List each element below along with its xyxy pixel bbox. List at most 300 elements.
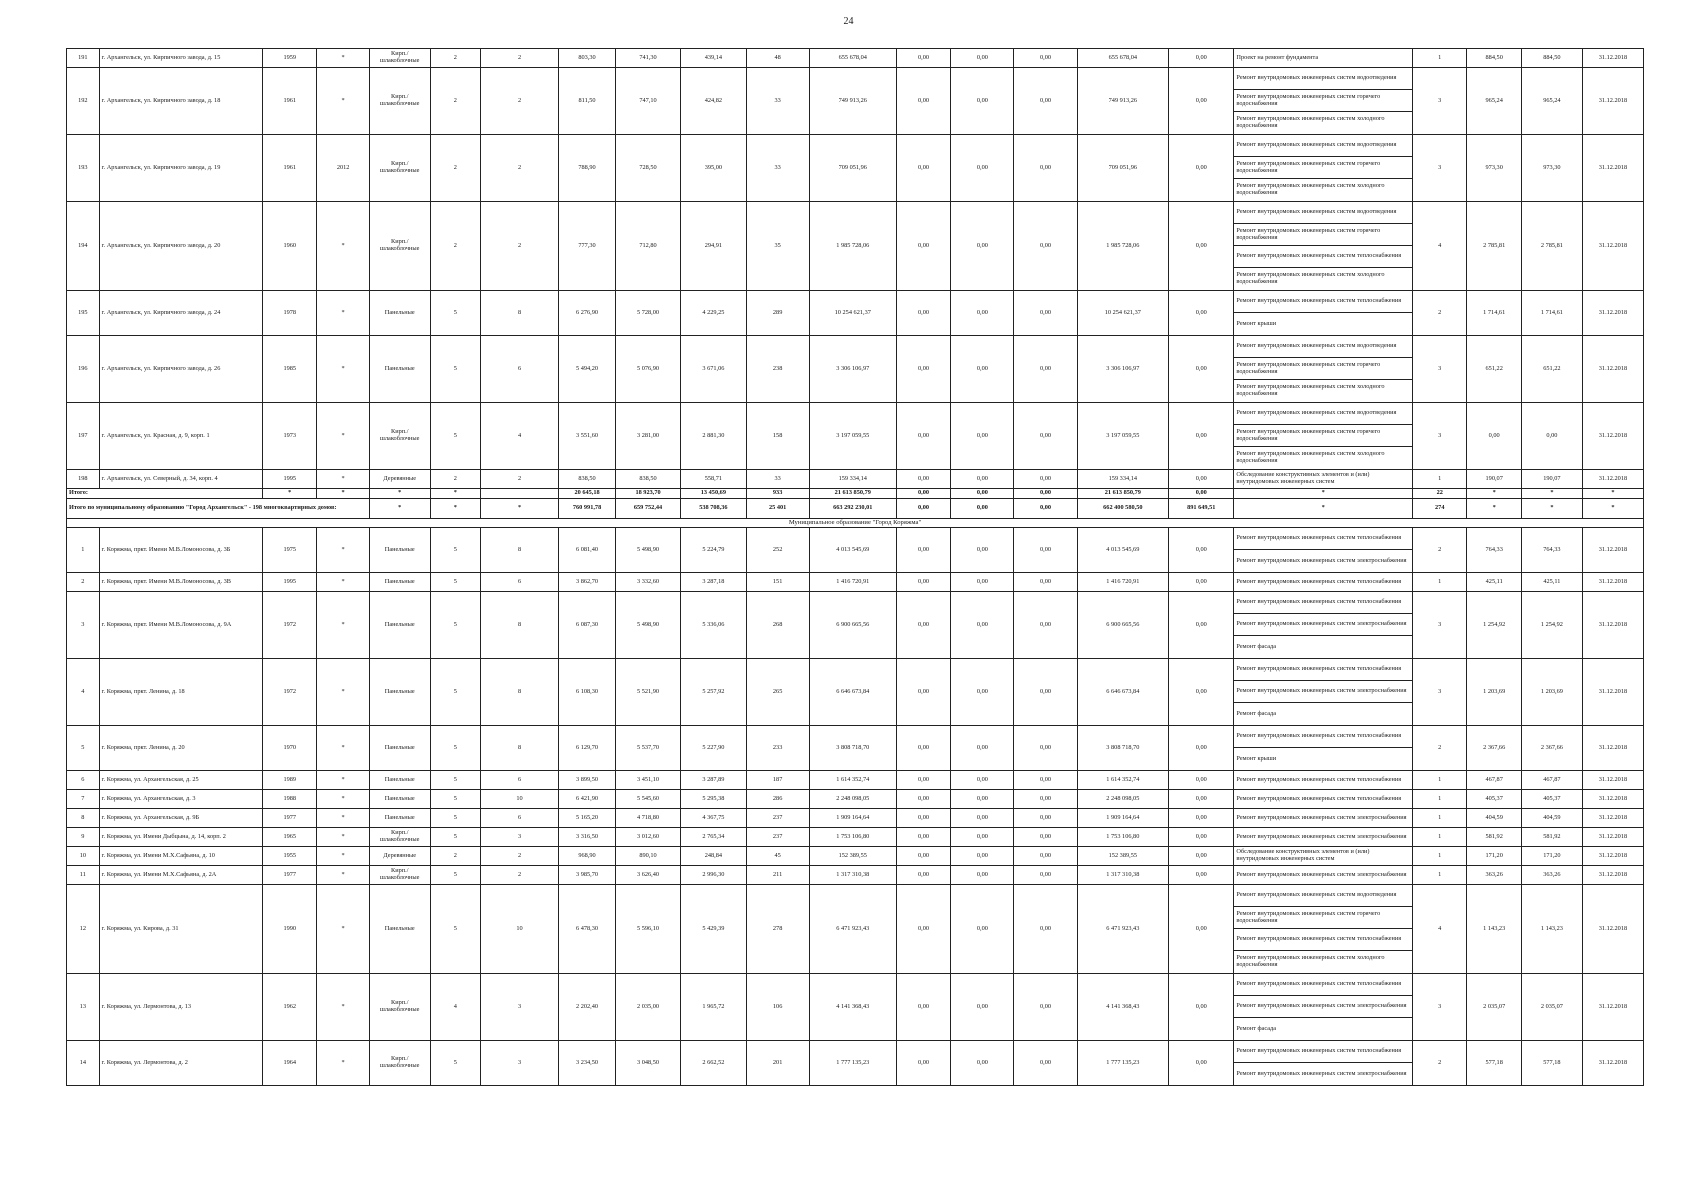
address-cell: г. Архангельск, ул. Северный, д. 34, корп. 4 (99, 470, 262, 489)
repair-cost-cell: 749 913,26 (809, 68, 896, 135)
residents-cell: 33 (746, 470, 809, 489)
repair-cost-cell: 1 416 720,91 (809, 573, 896, 592)
floors-cell: 5 (430, 828, 480, 847)
residents-cell: 286 (746, 790, 809, 809)
reconstruction-year-cell: * (317, 809, 369, 828)
max-unit-cost-cell: 405,37 (1521, 790, 1582, 809)
owner-funds-cell: 3 808 718,70 (1077, 726, 1168, 771)
area-residential-cell: 3 671,06 (681, 336, 746, 403)
table-row (67, 771, 1644, 790)
area-total-premises-cell: 747,10 (615, 68, 680, 135)
work-item: Ремонт внутридомовых инженерных систем электроснабжения (1234, 614, 1412, 636)
works-list-cell (1234, 809, 1413, 828)
total-area-cell: 6 087,30 (559, 592, 616, 659)
repair-cost-cell: 1 985 728,06 (809, 202, 896, 291)
works-count-cell: 3 (1413, 68, 1467, 135)
regional-funds-cell: 0,00 (951, 135, 1014, 202)
row-number-cell: 5 (67, 726, 100, 771)
reconstruction-year-cell: * (317, 336, 369, 403)
work-item: Обследование конструктивных элементов и (или) внутридомовых инженерных систем (1236, 848, 1370, 862)
works-count-cell: 1 (1413, 470, 1467, 489)
owner-funds-cell: 6 471 923,43 (1077, 885, 1168, 974)
subtotal-w-cell: * (1234, 489, 1413, 499)
owner-funds-cell: 6 900 665,56 (1077, 592, 1168, 659)
max-unit-cost-cell: 190,07 (1521, 470, 1582, 489)
work-item: Ремонт внутридомовых инженерных систем водоотведения (1234, 135, 1412, 157)
federal-funds-cell: 0,00 (896, 659, 950, 726)
area-total-premises-cell: 3 012,60 (615, 828, 680, 847)
max-unit-cost-cell: 581,92 (1521, 828, 1582, 847)
works-list-cell (1234, 1041, 1413, 1086)
residents-cell: 33 (746, 68, 809, 135)
row-number-cell: 11 (67, 866, 100, 885)
owner-funds-cell: 709 051,96 (1077, 135, 1168, 202)
works-count-cell: 2 (1413, 528, 1467, 573)
works-list-cell (1234, 403, 1413, 470)
area-total-premises-cell: 3 626,40 (615, 866, 680, 885)
entrances-cell: 6 (480, 336, 558, 403)
grand-total-wc-cell: 274 (1413, 499, 1467, 519)
work-item: Ремонт внутридомовых инженерных систем холодного водоснабжения (1236, 954, 1385, 968)
work-item: Ремонт внутридомовых инженерных систем теплоснабжения (1236, 775, 1402, 783)
work-item: Ремонт внутридомовых инженерных систем теплоснабжения (1234, 974, 1412, 996)
total-area-cell: 6 276,90 (559, 291, 616, 336)
address-cell: г. Коряжма, пркт. Имени М.В.Ломоносова, д. 3В (99, 573, 262, 592)
build-year-cell: 1964 (263, 1041, 317, 1086)
subtotal-mark: * (430, 489, 480, 499)
owner-funds-cell: 1 985 728,06 (1077, 202, 1168, 291)
entrances-cell: 8 (480, 528, 558, 573)
completion-date-cell: 31.12.2018 (1582, 336, 1643, 403)
owner-funds-cell: 1 777 135,23 (1077, 1041, 1168, 1086)
floors-cell: 5 (430, 291, 480, 336)
owner-funds-cell: 1 909 164,64 (1077, 809, 1168, 828)
work-item: Ремонт внутридомовых инженерных систем холодного водоснабжения (1236, 271, 1385, 285)
other-funds-cell: 0,00 (1169, 592, 1234, 659)
total-area-cell: 3 234,50 (559, 1041, 616, 1086)
local-funds-cell: 0,00 (1014, 847, 1077, 866)
regional-funds-cell: 0,00 (951, 659, 1014, 726)
completion-date-cell: 31.12.2018 (1582, 470, 1643, 489)
local-funds-cell: 0,00 (1014, 135, 1077, 202)
work-item: Ремонт внутридомовых инженерных систем холодного водоснабжения (1236, 115, 1385, 129)
other-funds-cell: 0,00 (1169, 403, 1234, 470)
federal-funds-cell: 0,00 (896, 866, 950, 885)
wall-material-cell: Кирп./ шлакоблочные (369, 1041, 430, 1086)
grand-total-a2-cell: 659 752,44 (615, 499, 680, 519)
subtotal-f4-cell: 21 613 850,79 (1077, 489, 1168, 499)
max-unit-cost-cell: 884,50 (1521, 49, 1582, 68)
federal-funds-cell: 0,00 (896, 291, 950, 336)
unit-cost-cell: 405,37 (1467, 790, 1521, 809)
residents-cell: 48 (746, 49, 809, 68)
entrances-cell: 2 (480, 470, 558, 489)
max-unit-cost-cell: 764,33 (1521, 528, 1582, 573)
total-area-cell: 968,90 (559, 847, 616, 866)
grand-total-row (67, 499, 1644, 519)
build-year-cell: 1995 (263, 470, 317, 489)
floors-cell: 2 (430, 470, 480, 489)
grand-total-f2-cell: 0,00 (951, 499, 1014, 519)
entrances-cell: 2 (480, 847, 558, 866)
wall-material-cell: Кирп./ шлакоблочные (369, 974, 430, 1041)
area-total-premises-cell: 728,50 (615, 135, 680, 202)
grand-total-a1-cell: 760 991,78 (559, 499, 616, 519)
entrances-cell: 4 (480, 403, 558, 470)
reconstruction-year-cell: * (317, 470, 369, 489)
residents-cell: 237 (746, 828, 809, 847)
subtotal-u1-cell: * (1467, 489, 1521, 499)
wall-material-cell: Деревянные (369, 470, 430, 489)
repair-cost-cell: 709 051,96 (809, 135, 896, 202)
other-funds-cell: 0,00 (1169, 528, 1234, 573)
local-funds-cell: 0,00 (1014, 470, 1077, 489)
work-item: Ремонт внутридомовых инженерных систем водоотведения (1234, 885, 1412, 907)
completion-date-cell: 31.12.2018 (1582, 592, 1643, 659)
build-year-cell: 1985 (263, 336, 317, 403)
completion-date-cell: 31.12.2018 (1582, 49, 1643, 68)
repair-cost-cell: 3 808 718,70 (809, 726, 896, 771)
subtotal-u2-cell: * (1521, 489, 1582, 499)
works-count-cell: 3 (1413, 135, 1467, 202)
entrances-cell: 2 (480, 49, 558, 68)
area-residential-cell: 2 996,30 (681, 866, 746, 885)
grand-total-w-cell: * (1234, 499, 1413, 519)
residents-cell: 106 (746, 974, 809, 1041)
residents-cell: 238 (746, 336, 809, 403)
local-funds-cell: 0,00 (1014, 1041, 1077, 1086)
works-list-cell (1234, 790, 1413, 809)
other-funds-cell: 0,00 (1169, 790, 1234, 809)
regional-funds-cell: 0,00 (951, 403, 1014, 470)
max-unit-cost-cell: 1 714,61 (1521, 291, 1582, 336)
area-total-premises-cell: 5 521,90 (615, 659, 680, 726)
max-unit-cost-cell: 1 143,23 (1521, 885, 1582, 974)
other-funds-cell: 0,00 (1169, 68, 1234, 135)
address-cell: г. Архангельск, ул. Кирпичного завода, д. 20 (99, 202, 262, 291)
repair-cost-cell: 1 777 135,23 (809, 1041, 896, 1086)
regional-funds-cell: 0,00 (951, 790, 1014, 809)
regional-funds-cell: 0,00 (951, 336, 1014, 403)
federal-funds-cell: 0,00 (896, 828, 950, 847)
subtotal-res-cell: 933 (746, 489, 809, 499)
build-year-cell: 1972 (263, 659, 317, 726)
unit-cost-cell: 0,00 (1467, 403, 1521, 470)
section-header-row (67, 519, 1644, 528)
federal-funds-cell: 0,00 (896, 771, 950, 790)
reconstruction-year-cell: * (317, 403, 369, 470)
owner-funds-cell: 2 248 098,05 (1077, 790, 1168, 809)
owner-funds-cell: 4 013 545,69 (1077, 528, 1168, 573)
area-residential-cell: 3 287,18 (681, 573, 746, 592)
federal-funds-cell: 0,00 (896, 573, 950, 592)
total-area-cell: 5 494,20 (559, 336, 616, 403)
federal-funds-cell: 0,00 (896, 470, 950, 489)
subtotal-empty (480, 489, 558, 499)
unit-cost-cell: 577,18 (1467, 1041, 1521, 1086)
page-number: 24 (843, 16, 854, 27)
wall-material-cell: Панельные (369, 573, 430, 592)
regional-funds-cell: 0,00 (951, 809, 1014, 828)
wall-material-cell: Панельные (369, 592, 430, 659)
row-number-cell: 197 (67, 403, 100, 470)
row-number-cell: 8 (67, 809, 100, 828)
grand-total-mark: * (430, 499, 480, 519)
repair-cost-cell: 152 389,55 (809, 847, 896, 866)
area-residential-cell: 2 765,34 (681, 828, 746, 847)
works-count-cell: 3 (1413, 974, 1467, 1041)
other-funds-cell: 0,00 (1169, 847, 1234, 866)
build-year-cell: 1975 (263, 528, 317, 573)
works-count-cell: 3 (1413, 659, 1467, 726)
work-item: Ремонт внутридомовых инженерных систем теплоснабжения (1234, 246, 1412, 268)
row-number-cell: 193 (67, 135, 100, 202)
local-funds-cell: 0,00 (1014, 771, 1077, 790)
work-item: Ремонт внутридомовых инженерных систем электроснабжения (1234, 681, 1412, 703)
build-year-cell: 1990 (263, 885, 317, 974)
grand-total-f4-cell: 662 400 580,50 (1077, 499, 1168, 519)
area-total-premises-cell: 890,10 (615, 847, 680, 866)
row-number-cell: 12 (67, 885, 100, 974)
residents-cell: 211 (746, 866, 809, 885)
table-row (67, 866, 1644, 885)
subtotal-wc-cell: 22 (1413, 489, 1467, 499)
address-cell: г. Архангельск, ул. Красная, д. 9, корп. 1 (99, 403, 262, 470)
works-count-cell: 1 (1413, 771, 1467, 790)
federal-funds-cell: 0,00 (896, 49, 950, 68)
build-year-cell: 1977 (263, 866, 317, 885)
row-number-cell: 196 (67, 336, 100, 403)
federal-funds-cell: 0,00 (896, 847, 950, 866)
area-residential-cell: 5 257,92 (681, 659, 746, 726)
row-number-cell: 7 (67, 790, 100, 809)
area-total-premises-cell: 2 035,00 (615, 974, 680, 1041)
other-funds-cell: 0,00 (1169, 202, 1234, 291)
wall-material-cell: Панельные (369, 659, 430, 726)
other-funds-cell: 0,00 (1169, 573, 1234, 592)
work-item: Ремонт внутридомовых инженерных систем холодного водоснабжения (1236, 182, 1385, 196)
other-funds-cell: 0,00 (1169, 135, 1234, 202)
works-list-cell (1234, 771, 1413, 790)
table-row (67, 659, 1644, 726)
completion-date-cell: 31.12.2018 (1582, 403, 1643, 470)
regional-funds-cell: 0,00 (951, 291, 1014, 336)
unit-cost-cell: 1 714,61 (1467, 291, 1521, 336)
floors-cell: 2 (430, 49, 480, 68)
work-item: Ремонт внутридомовых инженерных систем теплоснабжения (1234, 1041, 1412, 1063)
local-funds-cell: 0,00 (1014, 403, 1077, 470)
subtotal-mark: * (263, 489, 317, 499)
local-funds-cell: 0,00 (1014, 790, 1077, 809)
local-funds-cell: 0,00 (1014, 573, 1077, 592)
row-number-cell: 1 (67, 528, 100, 573)
area-residential-cell: 248,84 (681, 847, 746, 866)
federal-funds-cell: 0,00 (896, 790, 950, 809)
floors-cell: 5 (430, 809, 480, 828)
unit-cost-cell: 363,26 (1467, 866, 1521, 885)
works-list-cell (1234, 49, 1413, 68)
owner-funds-cell: 6 646 673,84 (1077, 659, 1168, 726)
reconstruction-year-cell: * (317, 659, 369, 726)
local-funds-cell: 0,00 (1014, 49, 1077, 68)
unit-cost-cell: 973,30 (1467, 135, 1521, 202)
work-item: Ремонт фасада (1236, 1024, 1276, 1032)
address-cell: г. Коряжма, пркт. Имени М.В.Ломоносова, д. 9А (99, 592, 262, 659)
build-year-cell: 1959 (263, 49, 317, 68)
wall-material-cell: Кирп./ шлакоблочные (369, 68, 430, 135)
completion-date-cell: 31.12.2018 (1582, 828, 1643, 847)
area-total-premises-cell: 5 537,70 (615, 726, 680, 771)
wall-material-cell: Панельные (369, 336, 430, 403)
owner-funds-cell: 159 334,14 (1077, 470, 1168, 489)
build-year-cell: 1960 (263, 202, 317, 291)
work-item: Ремонт внутридомовых инженерных систем горячего водоснабжения (1234, 157, 1412, 179)
work-item: Ремонт внутридомовых инженерных систем теплоснабжения (1236, 577, 1402, 585)
total-area-cell: 6 108,30 (559, 659, 616, 726)
repair-cost-cell: 3 306 106,97 (809, 336, 896, 403)
reconstruction-year-cell: * (317, 592, 369, 659)
area-total-premises-cell: 5 076,90 (615, 336, 680, 403)
work-item: Ремонт внутридомовых инженерных систем холодного водоснабжения (1236, 383, 1385, 397)
grand-total-date-cell: * (1582, 499, 1643, 519)
regional-funds-cell: 0,00 (951, 726, 1014, 771)
subtotal-label: Итого: (67, 489, 263, 499)
table-row (67, 291, 1644, 336)
residents-cell: 45 (746, 847, 809, 866)
residents-cell: 265 (746, 659, 809, 726)
other-funds-cell: 0,00 (1169, 866, 1234, 885)
completion-date-cell: 31.12.2018 (1582, 726, 1643, 771)
federal-funds-cell: 0,00 (896, 1041, 950, 1086)
works-list-cell (1234, 470, 1413, 489)
area-residential-cell: 4 367,75 (681, 809, 746, 828)
floors-cell: 5 (430, 573, 480, 592)
row-number-cell: 13 (67, 974, 100, 1041)
other-funds-cell: 0,00 (1169, 885, 1234, 974)
floors-cell: 5 (430, 1041, 480, 1086)
owner-funds-cell: 749 913,26 (1077, 68, 1168, 135)
entrances-cell: 8 (480, 726, 558, 771)
owner-funds-cell: 655 678,04 (1077, 49, 1168, 68)
reconstruction-year-cell: * (317, 68, 369, 135)
residents-cell: 233 (746, 726, 809, 771)
repair-cost-cell: 6 900 665,56 (809, 592, 896, 659)
works-count-cell: 1 (1413, 573, 1467, 592)
area-residential-cell: 558,71 (681, 470, 746, 489)
entrances-cell: 2 (480, 135, 558, 202)
max-unit-cost-cell: 2 367,66 (1521, 726, 1582, 771)
entrances-cell: 3 (480, 1041, 558, 1086)
unit-cost-cell: 965,24 (1467, 68, 1521, 135)
floors-cell: 5 (430, 866, 480, 885)
wall-material-cell: Панельные (369, 809, 430, 828)
floors-cell: 5 (430, 659, 480, 726)
local-funds-cell: 0,00 (1014, 291, 1077, 336)
max-unit-cost-cell: 425,11 (1521, 573, 1582, 592)
floors-cell: 5 (430, 771, 480, 790)
work-item: Ремонт внутридомовых инженерных систем теплоснабжения (1234, 726, 1412, 748)
floors-cell: 4 (430, 974, 480, 1041)
work-item: Ремонт внутридомовых инженерных систем электроснабжения (1236, 813, 1407, 821)
max-unit-cost-cell: 171,20 (1521, 847, 1582, 866)
entrances-cell: 6 (480, 573, 558, 592)
area-residential-cell: 395,00 (681, 135, 746, 202)
area-residential-cell: 2 662,52 (681, 1041, 746, 1086)
total-area-cell: 6 081,40 (559, 528, 616, 573)
table-row (67, 828, 1644, 847)
owner-funds-cell: 10 254 621,37 (1077, 291, 1168, 336)
table-row (67, 1041, 1644, 1086)
residents-cell: 278 (746, 885, 809, 974)
max-unit-cost-cell: 0,00 (1521, 403, 1582, 470)
local-funds-cell: 0,00 (1014, 828, 1077, 847)
table-row (67, 470, 1644, 489)
works-count-cell: 4 (1413, 202, 1467, 291)
other-funds-cell: 0,00 (1169, 726, 1234, 771)
grand-total-u1-cell: * (1467, 499, 1521, 519)
grand-total-label: Итого по муниципальному образованию "Город Архангельск" - 198 многоквартирных домов: (67, 499, 370, 519)
row-number-cell: 14 (67, 1041, 100, 1086)
owner-funds-cell: 1 614 352,74 (1077, 771, 1168, 790)
works-list-cell (1234, 592, 1413, 659)
completion-date-cell: 31.12.2018 (1582, 1041, 1643, 1086)
area-residential-cell: 5 429,39 (681, 885, 746, 974)
residents-cell: 151 (746, 573, 809, 592)
floors-cell: 5 (430, 592, 480, 659)
residents-cell: 187 (746, 771, 809, 790)
build-year-cell: 1955 (263, 847, 317, 866)
build-year-cell: 1973 (263, 403, 317, 470)
section-title: Муниципальное образование "Город Коряжма" (67, 519, 1644, 528)
wall-material-cell: Кирп./ шлакоблочные (369, 403, 430, 470)
works-list-cell (1234, 135, 1413, 202)
subtotal-a1-cell: 20 645,18 (559, 489, 616, 499)
reconstruction-year-cell: * (317, 847, 369, 866)
federal-funds-cell: 0,00 (896, 809, 950, 828)
grand-total-a3-cell: 538 708,36 (681, 499, 746, 519)
repair-cost-cell: 2 248 098,05 (809, 790, 896, 809)
address-cell: г. Коряжма, ул. Лермонтова, д. 13 (99, 974, 262, 1041)
completion-date-cell: 31.12.2018 (1582, 135, 1643, 202)
build-year-cell: 1961 (263, 68, 317, 135)
completion-date-cell: 31.12.2018 (1582, 771, 1643, 790)
regional-funds-cell: 0,00 (951, 866, 1014, 885)
subtotal-a3-cell: 13 450,69 (681, 489, 746, 499)
area-total-premises-cell: 5 498,90 (615, 592, 680, 659)
area-residential-cell: 294,91 (681, 202, 746, 291)
build-year-cell: 1965 (263, 828, 317, 847)
total-area-cell: 803,30 (559, 49, 616, 68)
regional-funds-cell: 0,00 (951, 202, 1014, 291)
works-count-cell: 2 (1413, 291, 1467, 336)
entrances-cell: 10 (480, 790, 558, 809)
address-cell: г. Коряжма, пркт. Имени М.В.Ломоносова, д. 3Б (99, 528, 262, 573)
unit-cost-cell: 1 203,69 (1467, 659, 1521, 726)
owner-funds-cell: 3 306 106,97 (1077, 336, 1168, 403)
row-number-cell: 192 (67, 68, 100, 135)
work-item: Ремонт внутридомовых инженерных систем водоотведения (1234, 202, 1412, 224)
local-funds-cell: 0,00 (1014, 202, 1077, 291)
regional-funds-cell: 0,00 (951, 573, 1014, 592)
repair-cost-cell: 10 254 621,37 (809, 291, 896, 336)
floors-cell: 5 (430, 336, 480, 403)
work-item: Ремонт фасада (1236, 642, 1276, 650)
wall-material-cell: Панельные (369, 528, 430, 573)
build-year-cell: 1988 (263, 790, 317, 809)
table-row (67, 726, 1644, 771)
entrances-cell: 8 (480, 659, 558, 726)
grand-total-cost-cell: 663 292 230,01 (809, 499, 896, 519)
